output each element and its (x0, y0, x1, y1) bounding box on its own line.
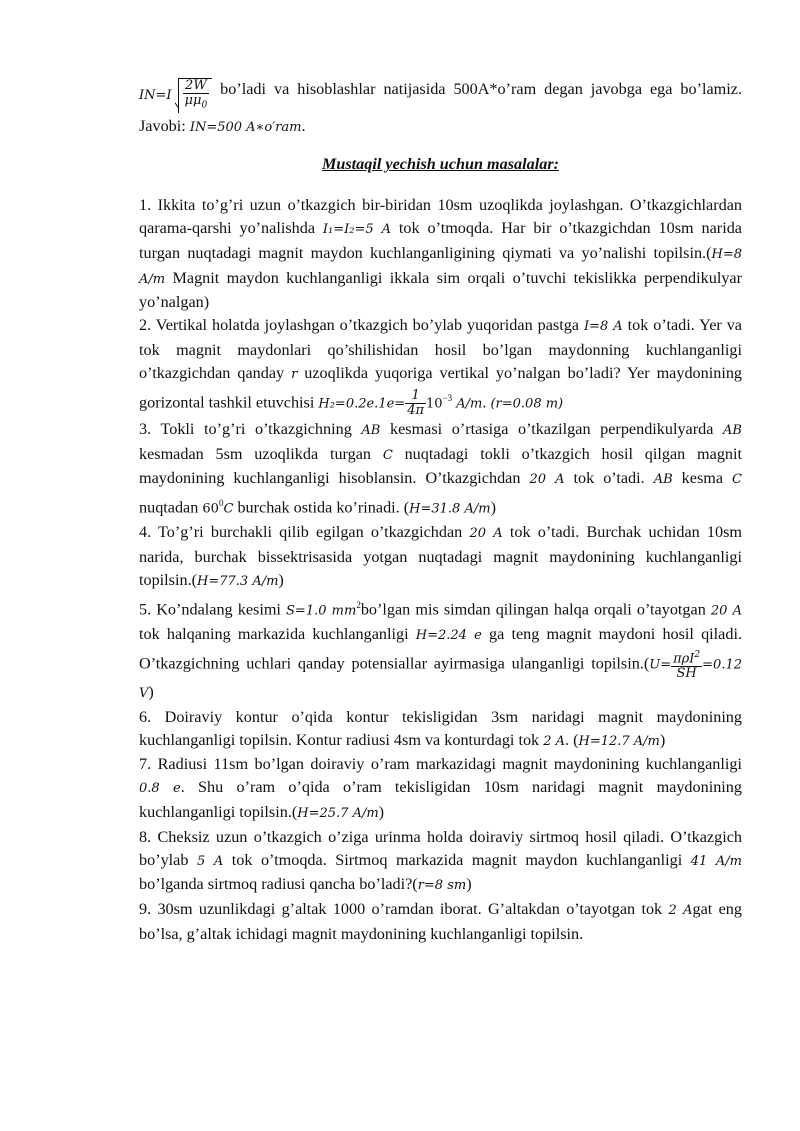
p5-text-e: ) (148, 683, 154, 702)
p3-math-angle: 60 (202, 501, 219, 517)
p7-math-h: 0.8 e (139, 781, 181, 797)
p3-text-e: tok o’tadi. (564, 469, 654, 488)
den-subscript: 0 (201, 100, 208, 111)
p2-math-ten: 10 (426, 395, 443, 411)
p2-text-a: 2. Vertikal holatda joylashgan o’tkazgich bo’ylab yuqoridan pastga (139, 316, 584, 335)
p5-fraction (671, 648, 702, 681)
intro-formula (139, 78, 212, 113)
p8-text-d: ) (466, 875, 472, 894)
p4-math-current: 20 A (469, 526, 503, 542)
p4-text-a: 4. To’g’ri burchakli qilib egilgan o’tkazgichdan (139, 523, 470, 542)
p2-math-h2: H₂=0.2e. (318, 395, 379, 411)
p1-text-a: 1. Ikkita to’g’ri uzun o’tkazgich bir-biridan 10sm uzoqlikda joylashgan. O’tkazgichlardan qarama-qarshi yo’nalishda (139, 196, 742, 237)
p3-math-angle-c: C (223, 501, 234, 517)
p2-math-exp: −3 (442, 392, 453, 403)
problem-6 (139, 706, 742, 754)
p3-text-g: nuqtadan (139, 498, 203, 517)
problem-4 (139, 521, 742, 593)
p6-math-answer: H=12.7 A/m (578, 733, 660, 749)
p3-math-answer: H=31.8 A/m (409, 501, 491, 517)
p2-math-unit: A/m (452, 395, 483, 411)
p2-text-d: . (482, 392, 487, 411)
p3-text-c: kesmadan 5sm uzoqlikda turgan (139, 444, 383, 463)
p3-text-i: ) (490, 498, 496, 517)
p5-math-answer: =0.12 V (139, 657, 742, 702)
p3-math-degree: 0 (218, 498, 224, 509)
problem-1 (139, 194, 742, 314)
p3-text-a: 3. Tokli to’g’ri o’tkazgichning (139, 419, 362, 438)
intro-end: . (301, 116, 306, 135)
p7-text-c: ) (378, 803, 385, 821)
p5-math-h: H=2.24 e (415, 627, 482, 643)
p2-fraction-den: 4π (407, 402, 425, 418)
p3-math-c-2: C (732, 472, 742, 488)
p3-math-c: C (382, 447, 393, 463)
problem-8 (139, 826, 742, 898)
p7-math-answer: H=25.7 A/m (297, 806, 379, 821)
problem-3 (139, 418, 742, 522)
p8-math-current: 5 A (196, 853, 224, 869)
p5-math-u: U= (649, 657, 672, 673)
p2-math-r: r (291, 366, 298, 382)
p2-math-answer: (r=0.08 m) (490, 395, 564, 411)
formula-fraction (183, 79, 210, 113)
fraction-denominator (183, 94, 210, 113)
p1-math-answer: H=8 A/m (139, 246, 742, 287)
p3-text-f: kesma (672, 469, 733, 488)
p1-text-b: tok o’tmoqda. Har bir o’tkazgichdan 10sm narida turgan nuqtadagi magnit maydon kuchlanganligining qiymati va yo’nalishi topilsin.( (139, 218, 742, 262)
p3-math-ab-3: AB (653, 472, 673, 488)
p2-text-b: tok o’tadi. Yer va tok magnit maydonlari qo’shilishidan hosil bo’lgan maydonning kuchlanganligi o’tkazgichdan qanday (139, 316, 742, 382)
p8-text-b: tok o’tmoqda. Sirtmoq markazida magnit maydon kuchlanganligi (223, 850, 691, 869)
p5-fraction-den: SH (676, 666, 697, 682)
p6-text-c: ) (659, 730, 666, 749)
p5-text-d: ga teng magnit maydoni hosil qiladi. O’tkazgichning uchlari qanday potensiallar ayirmasiga ulanganligi topilsin.( (139, 624, 742, 673)
p7-text-b: . Shu o’ram o’qida o’ram tekisligidan 10sm naridagi magnit maydonining kuchlanganligi topilsin.( (139, 778, 742, 821)
p5-math-area-exp: 2 (356, 599, 361, 610)
p2-text-c: uzoqlikda yuqoriga vertikal yo’nalgan bo’ladi? Yer maydonining gorizontal tashkil etuvchisi (139, 363, 743, 411)
p3-text-d: nuqtadagi tokli o’tkazgich hosil qilgan magnit maydonining kuchlanganligi hisoblansin. O’tkazgichdan (139, 444, 743, 488)
p2-math-current: I=8 A (583, 319, 623, 335)
intro-text: bo’ladi va hisoblashlar natijasida 500A*o’ram degan javobga ega bo’lamiz. Javobi: (139, 80, 742, 135)
p5-text-b: bo’lgan mis simdan qilingan halqa orqali o’tayotgan (360, 600, 711, 619)
intro-answer: IN=500 A∗o′ram (189, 119, 302, 135)
p2-fraction-num: 1 (405, 389, 426, 404)
p6-text-a: 6. Doiraviy kontur o’qida kontur tekisligidan 3sm naridagi magnit maydonining kuchlanganligi topilsin. Kontur radiusi 4sm va konturdagi tok (139, 707, 742, 749)
p2-math-e-lhs: 1e= (378, 395, 406, 411)
p8-text-c: bo’lganda sirtmoq radiusi qancha bo’ladi?( (139, 875, 418, 894)
den-text: μμ (184, 93, 202, 108)
p1-math-current: I₁=I₂=5 A (322, 221, 392, 237)
p4-text-b: tok o’tadi. Burchak uchidan 10sm narida, burchak bissektrisasida yotgan nuqtadagi magnit maydonining kuchlanganligi topilsin.( (139, 523, 743, 589)
fraction-numerator: 2W (183, 79, 210, 94)
p2-fraction (405, 389, 426, 418)
p5-math-current: 20 A (710, 603, 742, 619)
p5-math-area: S=1.0 mm (286, 603, 357, 619)
p3-math-current: 20 A (529, 472, 565, 488)
problem-7 (139, 753, 742, 825)
p7-text-a: 7. Radiusi 11sm bo’lgan doiraviy o’ram markazidagi magnit maydonining kuchlanganligi (139, 755, 742, 774)
problem-5 (139, 594, 742, 706)
problem-2 (139, 314, 742, 418)
p3-text-b: kesmasi o’rtasiga o’tkazilgan perpendikulyarda (380, 419, 724, 438)
p3-text-h: burchak ostida ko’rinadi. ( (233, 498, 410, 517)
sqrt-symbol (178, 78, 213, 113)
p5-fraction-num (671, 648, 702, 667)
p3-math-ab-2: AB (723, 422, 742, 438)
p5-text-c: tok halqaning markazida kuchlanganligi (139, 624, 416, 643)
p8-text-a: 8. Cheksiz uzun o’tkazgich o’ziga urinma holda doiraviy sirtmoq hosil qiladi. O’tkazgich bo’ylab (139, 827, 742, 869)
intro-paragraph (139, 78, 742, 139)
p9-text-b: gat eng bo’lsa, g’altak ichidagi magnit maydonining kuchlanganligi topilsin. (139, 900, 742, 943)
p8-math-answer: r=8 sm (417, 878, 467, 894)
document-page (139, 78, 742, 946)
problem-9 (139, 898, 742, 946)
p8-math-h: 41 A/m (690, 853, 742, 869)
p1-text-c: Magnit maydon kuchlanganligi ikkala sim orqali o’tuvchi tekislikka perpendikulyar yo’nalgan) (139, 268, 742, 312)
p5-num-text: πρI (673, 651, 695, 667)
p4-text-c: ) (278, 570, 284, 589)
p4-math-answer: H=77.3 A/m (197, 573, 279, 589)
p9-text-a: 9. 30sm uzunlikdagi g’altak 1000 o’ramdan iborat. G’altakdan o’tayotgan tok (139, 900, 669, 919)
p9-math-current: 2 A (668, 903, 693, 919)
p6-math-current: 2 A (543, 733, 565, 749)
p6-text-b: . ( (565, 730, 579, 749)
p5-text-a: 5. Ko’ndalang kesimi (139, 600, 287, 619)
p5-num-exp: 2 (694, 649, 701, 660)
p3-math-ab: AB (361, 422, 381, 438)
section-title: Mustaqil yechish uchun masalalar: (321, 155, 560, 174)
formula-lhs: IN=I (139, 88, 172, 104)
